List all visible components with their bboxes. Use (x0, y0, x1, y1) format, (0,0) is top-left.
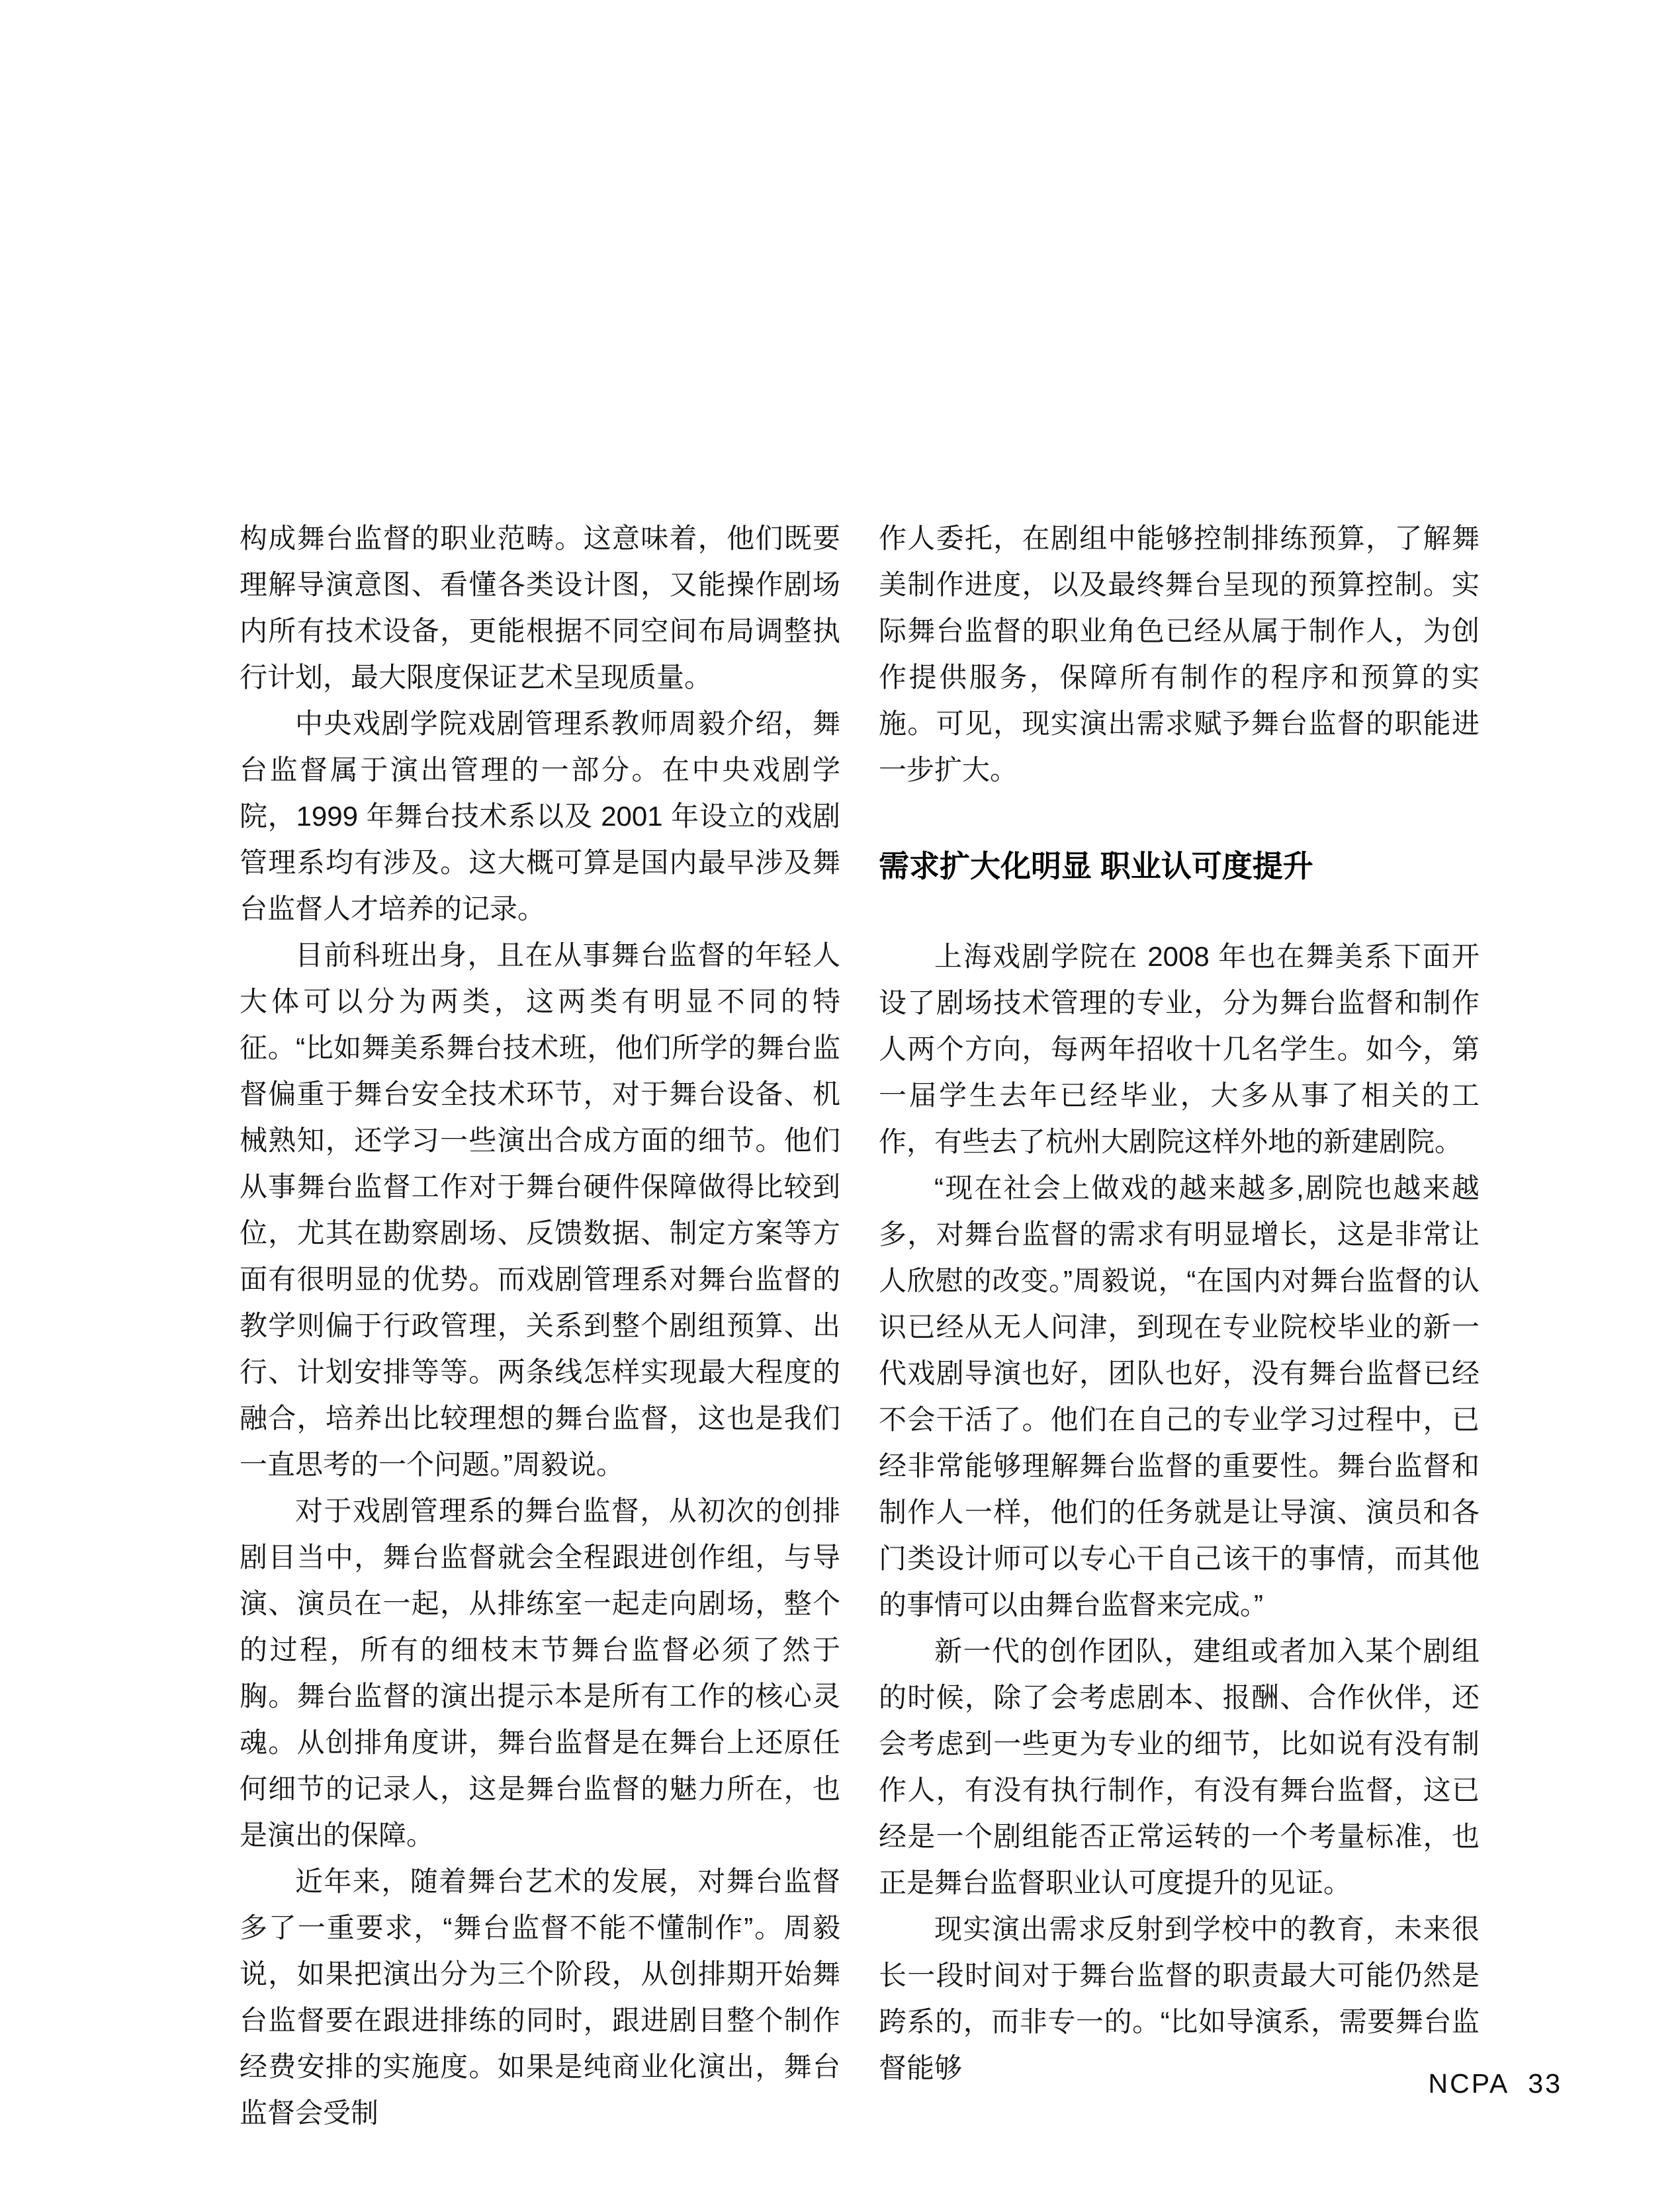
section-heading: 需求扩大化明显 职业认可度提升 (879, 849, 1313, 883)
paragraph: 对于戏剧管理系的舞台监督，从初次的创排剧目当中，舞台监督就会全程跟进创作组，与导演、演员在一起，从排练室一起走向剧场，整个的过程，所有的细枝末节舞台监督必须了然于胸。舞台监督的演出提示本是所有工作的核心灵魂。从创排角度讲，舞台监督是在舞台上还原任何细节的记录人，这是舞台监督的魅力所在，也是演出的保障。 (240, 1495, 840, 1851)
article-body (240, 515, 1480, 2136)
paragraph: 构成舞台监督的职业范畴。这意味着，他们既要理解导演意图、看懂各类设计图，又能操作剧场内所有技术设备，更能根据不同空间布局调整执行计划，最大限度保证艺术呈现质量。 (240, 523, 840, 693)
page-footer (1429, 2068, 1562, 2099)
paragraph: 现实演出需求反射到学校中的教育，未来很长一段时间对于舞台监督的职责最大可能仍然是跨系的，而非专一的。“比如导演系，需要舞台监督能够 (879, 1913, 1480, 2083)
left-column (240, 515, 840, 2136)
paragraph: 目前科班出身，且在从事舞台监督的年轻人大体可以分为两类，这两类有明显不同的特征。“比如舞美系舞台技术班，他们所学的舞台监督偏重于舞台安全技术环节，对于舞台设备、机械熟知，还学习一些演出合成方面的细节。他们从事舞台监督工作对于舞台硬件保障做得比较到位，尤其在勘察剧场、反馈数据、制定方案等方面有很明显的优势。而戏剧管理系对舞台监督的教学则偏于行政管理，关系到整个剧组预算、出行、计划安排等等。两条线怎样实现最大程度的融合，培养出比较理想的舞台监督，这也是我们一直思考的一个问题。”周毅说。 (240, 940, 840, 1480)
paragraph: 近年来，随着舞台艺术的发展，对舞台监督多了一重要求，“舞台监督不能不懂制作”。周毅说，如果把演出分为三个阶段，从创排期开始舞台监督要在跟进排练的同时，跟进剧目整个制作经费安排的实施度。如果是纯商业化演出，舞台监督会受制 (240, 1866, 840, 2128)
paragraph: 上海戏剧学院在 2008 年也在舞美系下面开设了剧场技术管理的专业，分为舞台监督和制作人两个方向，每两年招收十几名学生。如今，第一届学生去年已经毕业，大多从事了相关的工作，有些去了杭州大剧院这样外地的新建剧院。 (879, 941, 1480, 1157)
right-column (879, 515, 1480, 2136)
paragraph: 作人委托，在剧组中能够控制排练预算，了解舞美制作进度，以及最终舞台呈现的预算控制。实际舞台监督的职业角色已经从属于制作人，为创作提供服务，保障所有制作的程序和预算的实施。可见，现实演出需求赋予舞台监督的职能进一步扩大。 (879, 523, 1480, 785)
paragraph: 新一代的创作团队，建组或者加入某个剧组的时候，除了会考虑剧本、报酬、合作伙伴，还会考虑到一些更为专业的细节，比如说有没有制作人，有没有执行制作，有没有舞台监督，这已经是一个剧组能否正常运转的一个考量标准，也正是舞台监督职业认可度提升的见证。 (879, 1636, 1480, 1898)
paragraph: 中央戏剧学院戏剧管理系教师周毅介绍，舞台监督属于演出管理的一部分。在中央戏剧学院，1999 年舞台技术系以及 2001 年设立的戏剧管理系均有涉及。这大概可算是国内最早涉及舞台监督人才培养的记录。 (240, 708, 840, 924)
paragraph: “现在社会上做戏的越来越多,剧院也越来越多，对舞台监督的需求有明显增长，这是非常让人欣慰的改变。”周毅说，“在国内对舞台监督的认识已经从无人问津，到现在专业院校毕业的新一代戏剧导演也好，团队也好，没有舞台监督已经不会干活了。他们在自己的专业学习过程中，已经非常能够理解舞台监督的重要性。舞台监督和制作人一样，他们的任务就是让导演、演员和各门类设计师可以专心干自己该干的事情，而其他的事情可以由舞台监督来完成。” (879, 1172, 1480, 1620)
page-number: 33 (1528, 2068, 1562, 2099)
journal-name: NCPA (1428, 2068, 1510, 2099)
